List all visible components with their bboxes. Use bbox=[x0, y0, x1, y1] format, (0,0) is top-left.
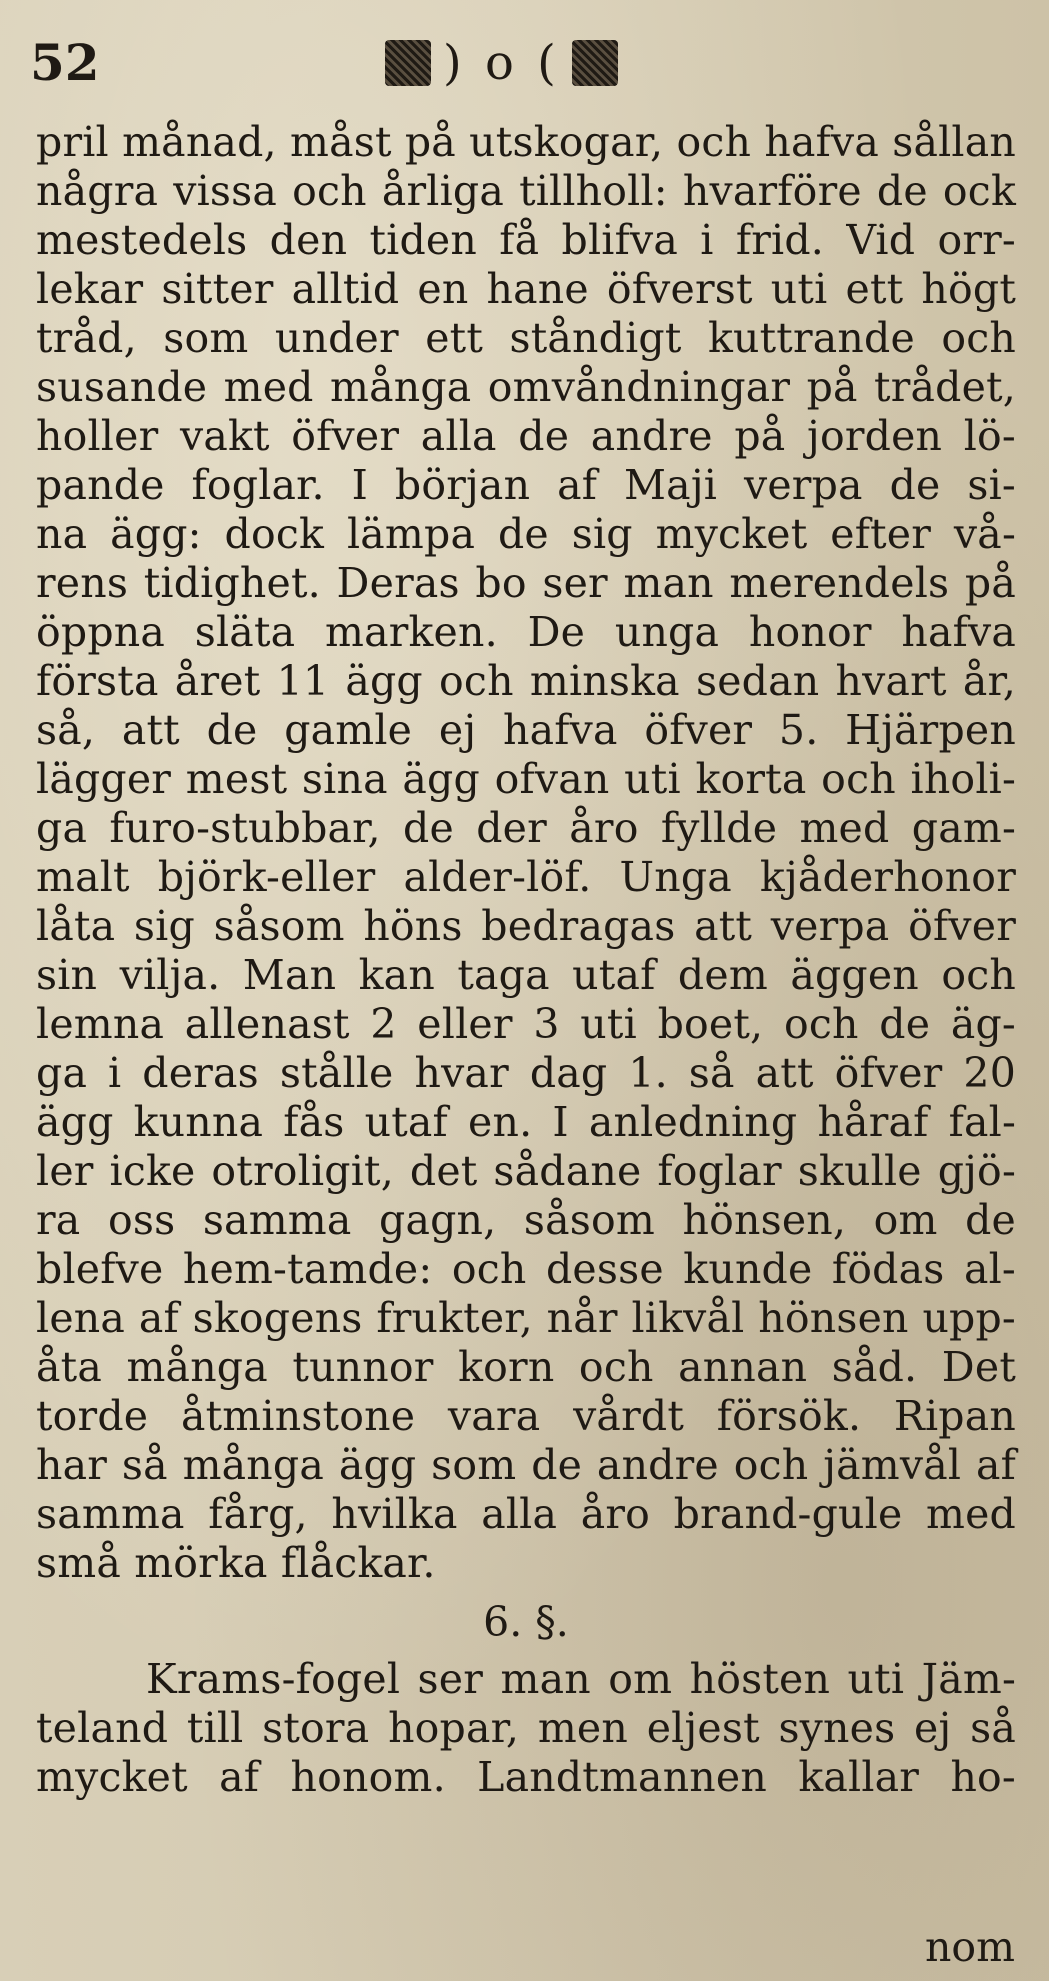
text-line: Krams-fogel ser man om hösten uti Jäm- bbox=[146, 1655, 1016, 1703]
header-ornament bbox=[385, 28, 618, 98]
body-text bbox=[36, 118, 1016, 1802]
text-line: teland till stora hopar, men eljest synes ej så bbox=[36, 1704, 1016, 1752]
text-line: pril månad, måst på utskogar, och hafva sållan bbox=[36, 118, 1016, 166]
text-line: mestedels den tiden få blifva i frid. Vid orr- bbox=[36, 216, 1016, 264]
text-line: pande foglar. I början af Maji verpa de si- bbox=[36, 461, 1016, 509]
text-line: tråd, som under ett ståndigt kuttrande och bbox=[36, 314, 1016, 362]
text-line: lemna allenast 2 eller 3 uti boet, och de äg- bbox=[36, 1000, 1016, 1048]
section-heading: 6. §. bbox=[483, 1598, 569, 1646]
paragraph-1 bbox=[36, 118, 1016, 1588]
text-line: låta sig såsom höns bedragas att verpa öfver bbox=[36, 902, 1016, 950]
ornament-right-icon bbox=[572, 40, 618, 86]
text-line: ägg kunna fås utaf en. I anledning håraf fal- bbox=[36, 1098, 1016, 1146]
text-line: några vissa och årliga tillholl: hvarföre de ock bbox=[36, 167, 1016, 215]
text-line: ra oss samma gagn, såsom hönsen, om de bbox=[36, 1196, 1016, 1244]
text-line: första året 11 ägg och minska sedan hvart år, bbox=[36, 657, 1016, 705]
text-line: lena af skogens frukter, når likvål hönsen upp- bbox=[36, 1294, 1016, 1342]
text-line: ga i deras stålle hvar dag 1. så att öfver 20 bbox=[36, 1049, 1016, 1097]
text-line: åta många tunnor korn och annan såd. Det bbox=[36, 1343, 1016, 1391]
text-line: har så många ägg som de andre och jämvål af bbox=[36, 1441, 1016, 1489]
text-line: holler vakt öfver alla de andre på jorden lö- bbox=[36, 412, 1016, 460]
page-number: 52 bbox=[30, 33, 100, 92]
text-line: små mörka flåckar. bbox=[36, 1539, 436, 1587]
text-line: na ägg: dock lämpa de sig mycket efter vå- bbox=[36, 510, 1016, 558]
page-header bbox=[30, 28, 1020, 98]
text-line: lägger mest sina ägg ofvan uti korta och iholi- bbox=[36, 755, 1016, 803]
text-line: öppna släta marken. De unga honor hafva bbox=[36, 608, 1016, 656]
catchword: nom bbox=[925, 1923, 1015, 1971]
paragraph-2 bbox=[36, 1655, 1016, 1802]
ornament-left-icon bbox=[385, 40, 431, 86]
text-line: rens tidighet. Deras bo ser man merendels på bbox=[36, 559, 1016, 607]
ornament-text: ) o ( bbox=[443, 35, 560, 91]
text-line: lekar sitter alltid en hane öfverst uti ett högt bbox=[36, 265, 1016, 313]
text-line: malt björk-eller alder-löf. Unga kjåderhonor bbox=[36, 853, 1016, 901]
text-line: samma fårg, hvilka alla åro brand-gule med bbox=[36, 1490, 1016, 1538]
text-line: sin vilja. Man kan taga utaf dem äggen och bbox=[36, 951, 1016, 999]
text-line: ler icke otroligit, det sådane foglar skulle gjö- bbox=[36, 1147, 1016, 1195]
text-line: blefve hem-tamde: och desse kunde födas al- bbox=[36, 1245, 1016, 1293]
text-line: mycket af honom. Landtmannen kallar ho- bbox=[36, 1753, 1016, 1801]
text-line: susande med många omvåndningar på trådet, bbox=[36, 363, 1016, 411]
text-line: så, att de gamle ej hafva öfver 5. Hjärpen bbox=[36, 706, 1016, 754]
text-line: torde åtminstone vara vårdt försök. Ripan bbox=[36, 1392, 1016, 1440]
text-line: ga furo-stubbar, de der åro fyllde med gam- bbox=[36, 804, 1016, 852]
